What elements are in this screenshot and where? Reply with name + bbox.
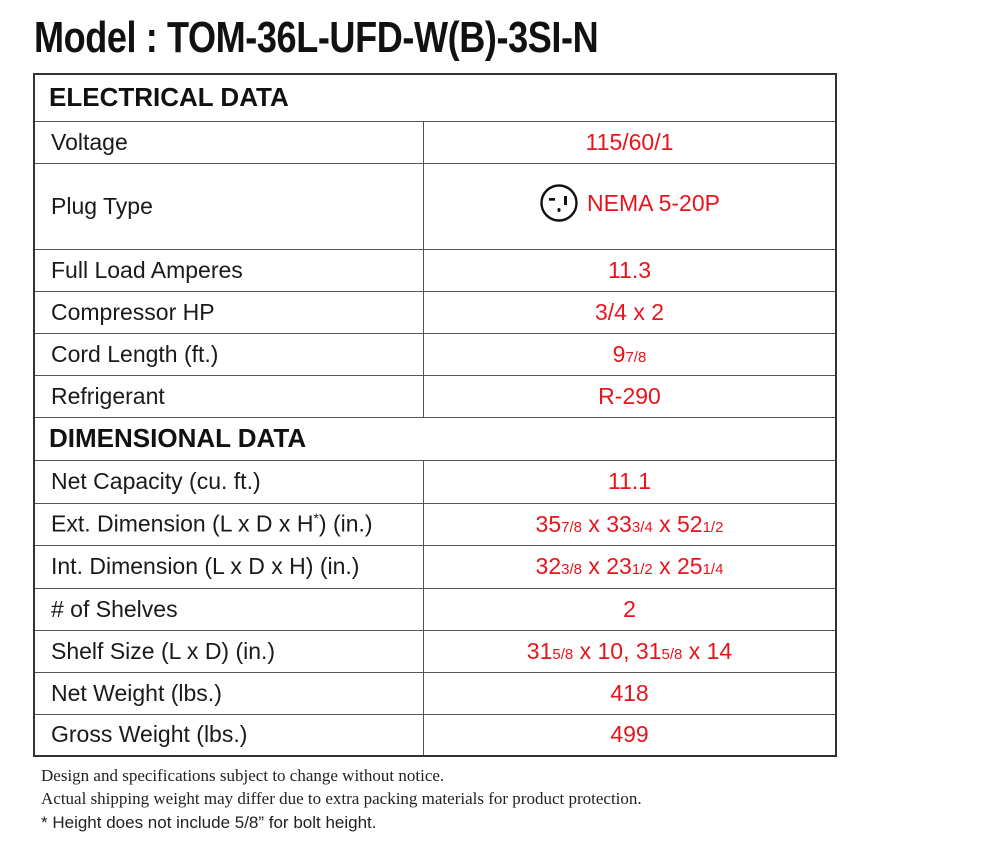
row-value	[424, 630, 837, 672]
whole-number: 31	[635, 637, 662, 664]
value-text: x 14	[682, 637, 733, 664]
row-label: Compressor HP	[34, 291, 424, 333]
fraction: 1/2	[631, 561, 653, 578]
whole-number: 31	[526, 637, 553, 664]
row-label: Refrigerant	[34, 375, 424, 417]
whole-number: 33	[606, 510, 632, 537]
row-label: Shelf Size (L x D) (in.)	[34, 630, 424, 672]
row-label: Cord Length (ft.)	[34, 333, 424, 375]
table-row	[34, 714, 836, 756]
row-value: R-290	[424, 375, 837, 417]
separator: x	[652, 510, 677, 537]
fraction: 1/4	[702, 561, 724, 578]
row-value: 499	[424, 714, 837, 756]
spec-table	[33, 73, 837, 757]
table-row	[34, 163, 836, 249]
row-value	[424, 503, 837, 545]
table-row	[34, 375, 836, 417]
table-row	[34, 333, 836, 375]
row-label: Net Weight (lbs.)	[34, 672, 424, 714]
whole-number: 9	[612, 340, 626, 367]
table-row	[34, 291, 836, 333]
fraction: 7/8	[625, 348, 647, 366]
section-heading: ELECTRICAL DATA	[34, 74, 836, 121]
whole-number: 23	[606, 553, 632, 579]
whole-number: 32	[535, 553, 562, 579]
label-text: Ext. Dimension (L x D x H	[51, 510, 314, 537]
whole-number: 52	[677, 510, 703, 537]
table-row	[34, 249, 836, 291]
row-label: Gross Weight (lbs.)	[34, 714, 424, 756]
row-value	[424, 545, 837, 588]
fraction: 3/4	[631, 518, 653, 536]
row-label: Plug Type	[34, 163, 424, 249]
separator: x	[581, 510, 607, 537]
nema-5-20p-plug-icon	[539, 183, 579, 223]
note-line: Design and specifications subject to change without notice.	[41, 766, 445, 785]
row-label: Voltage	[34, 121, 424, 163]
section-header-electrical	[34, 74, 836, 121]
note-line: Actual shipping weight may differ due to extra packing materials for product protection.	[41, 789, 642, 808]
fraction: 3/8	[561, 561, 582, 578]
row-label	[34, 503, 424, 545]
table-row	[34, 460, 836, 503]
table-row	[34, 545, 836, 588]
row-label: Int. Dimension (L x D x H) (in.)	[34, 545, 424, 588]
row-value	[424, 163, 837, 249]
section-header-dimensional	[34, 417, 836, 460]
whole-number: 25	[677, 553, 703, 579]
row-label: Net Capacity (cu. ft.)	[34, 460, 424, 503]
fraction: 5/8	[552, 645, 574, 663]
footnote: * Height does not include 5/8” for bolt height.	[41, 813, 377, 832]
table-row	[34, 503, 836, 545]
table-row	[34, 672, 836, 714]
model-title: Model : TOM-36L-UFD-W(B)-3SI-N	[34, 13, 599, 62]
whole-number: 35	[535, 510, 562, 537]
plug-type-value: NEMA 5-20P	[587, 189, 720, 216]
value-text: x 10,	[573, 637, 636, 664]
label-text-end: ) (in.)	[318, 510, 373, 537]
section-heading: DIMENSIONAL DATA	[34, 417, 836, 460]
table-row	[34, 121, 836, 163]
fraction: 7/8	[561, 518, 582, 536]
disclaimer-notes	[41, 764, 642, 810]
separator: x	[652, 553, 677, 579]
row-value: 115/60/1	[424, 121, 837, 163]
row-value	[424, 333, 837, 375]
table-row	[34, 630, 836, 672]
row-label: # of Shelves	[34, 588, 424, 630]
fraction: 5/8	[661, 645, 683, 663]
row-value: 3/4 x 2	[424, 291, 837, 333]
row-value: 418	[424, 672, 837, 714]
table-row	[34, 588, 836, 630]
asterisk-mark: *	[313, 510, 319, 527]
row-value: 11.1	[424, 460, 837, 503]
row-value: 2	[424, 588, 837, 630]
row-value: 11.3	[424, 249, 837, 291]
fraction: 1/2	[702, 518, 724, 536]
separator: x	[581, 553, 607, 579]
row-label: Full Load Amperes	[34, 249, 424, 291]
